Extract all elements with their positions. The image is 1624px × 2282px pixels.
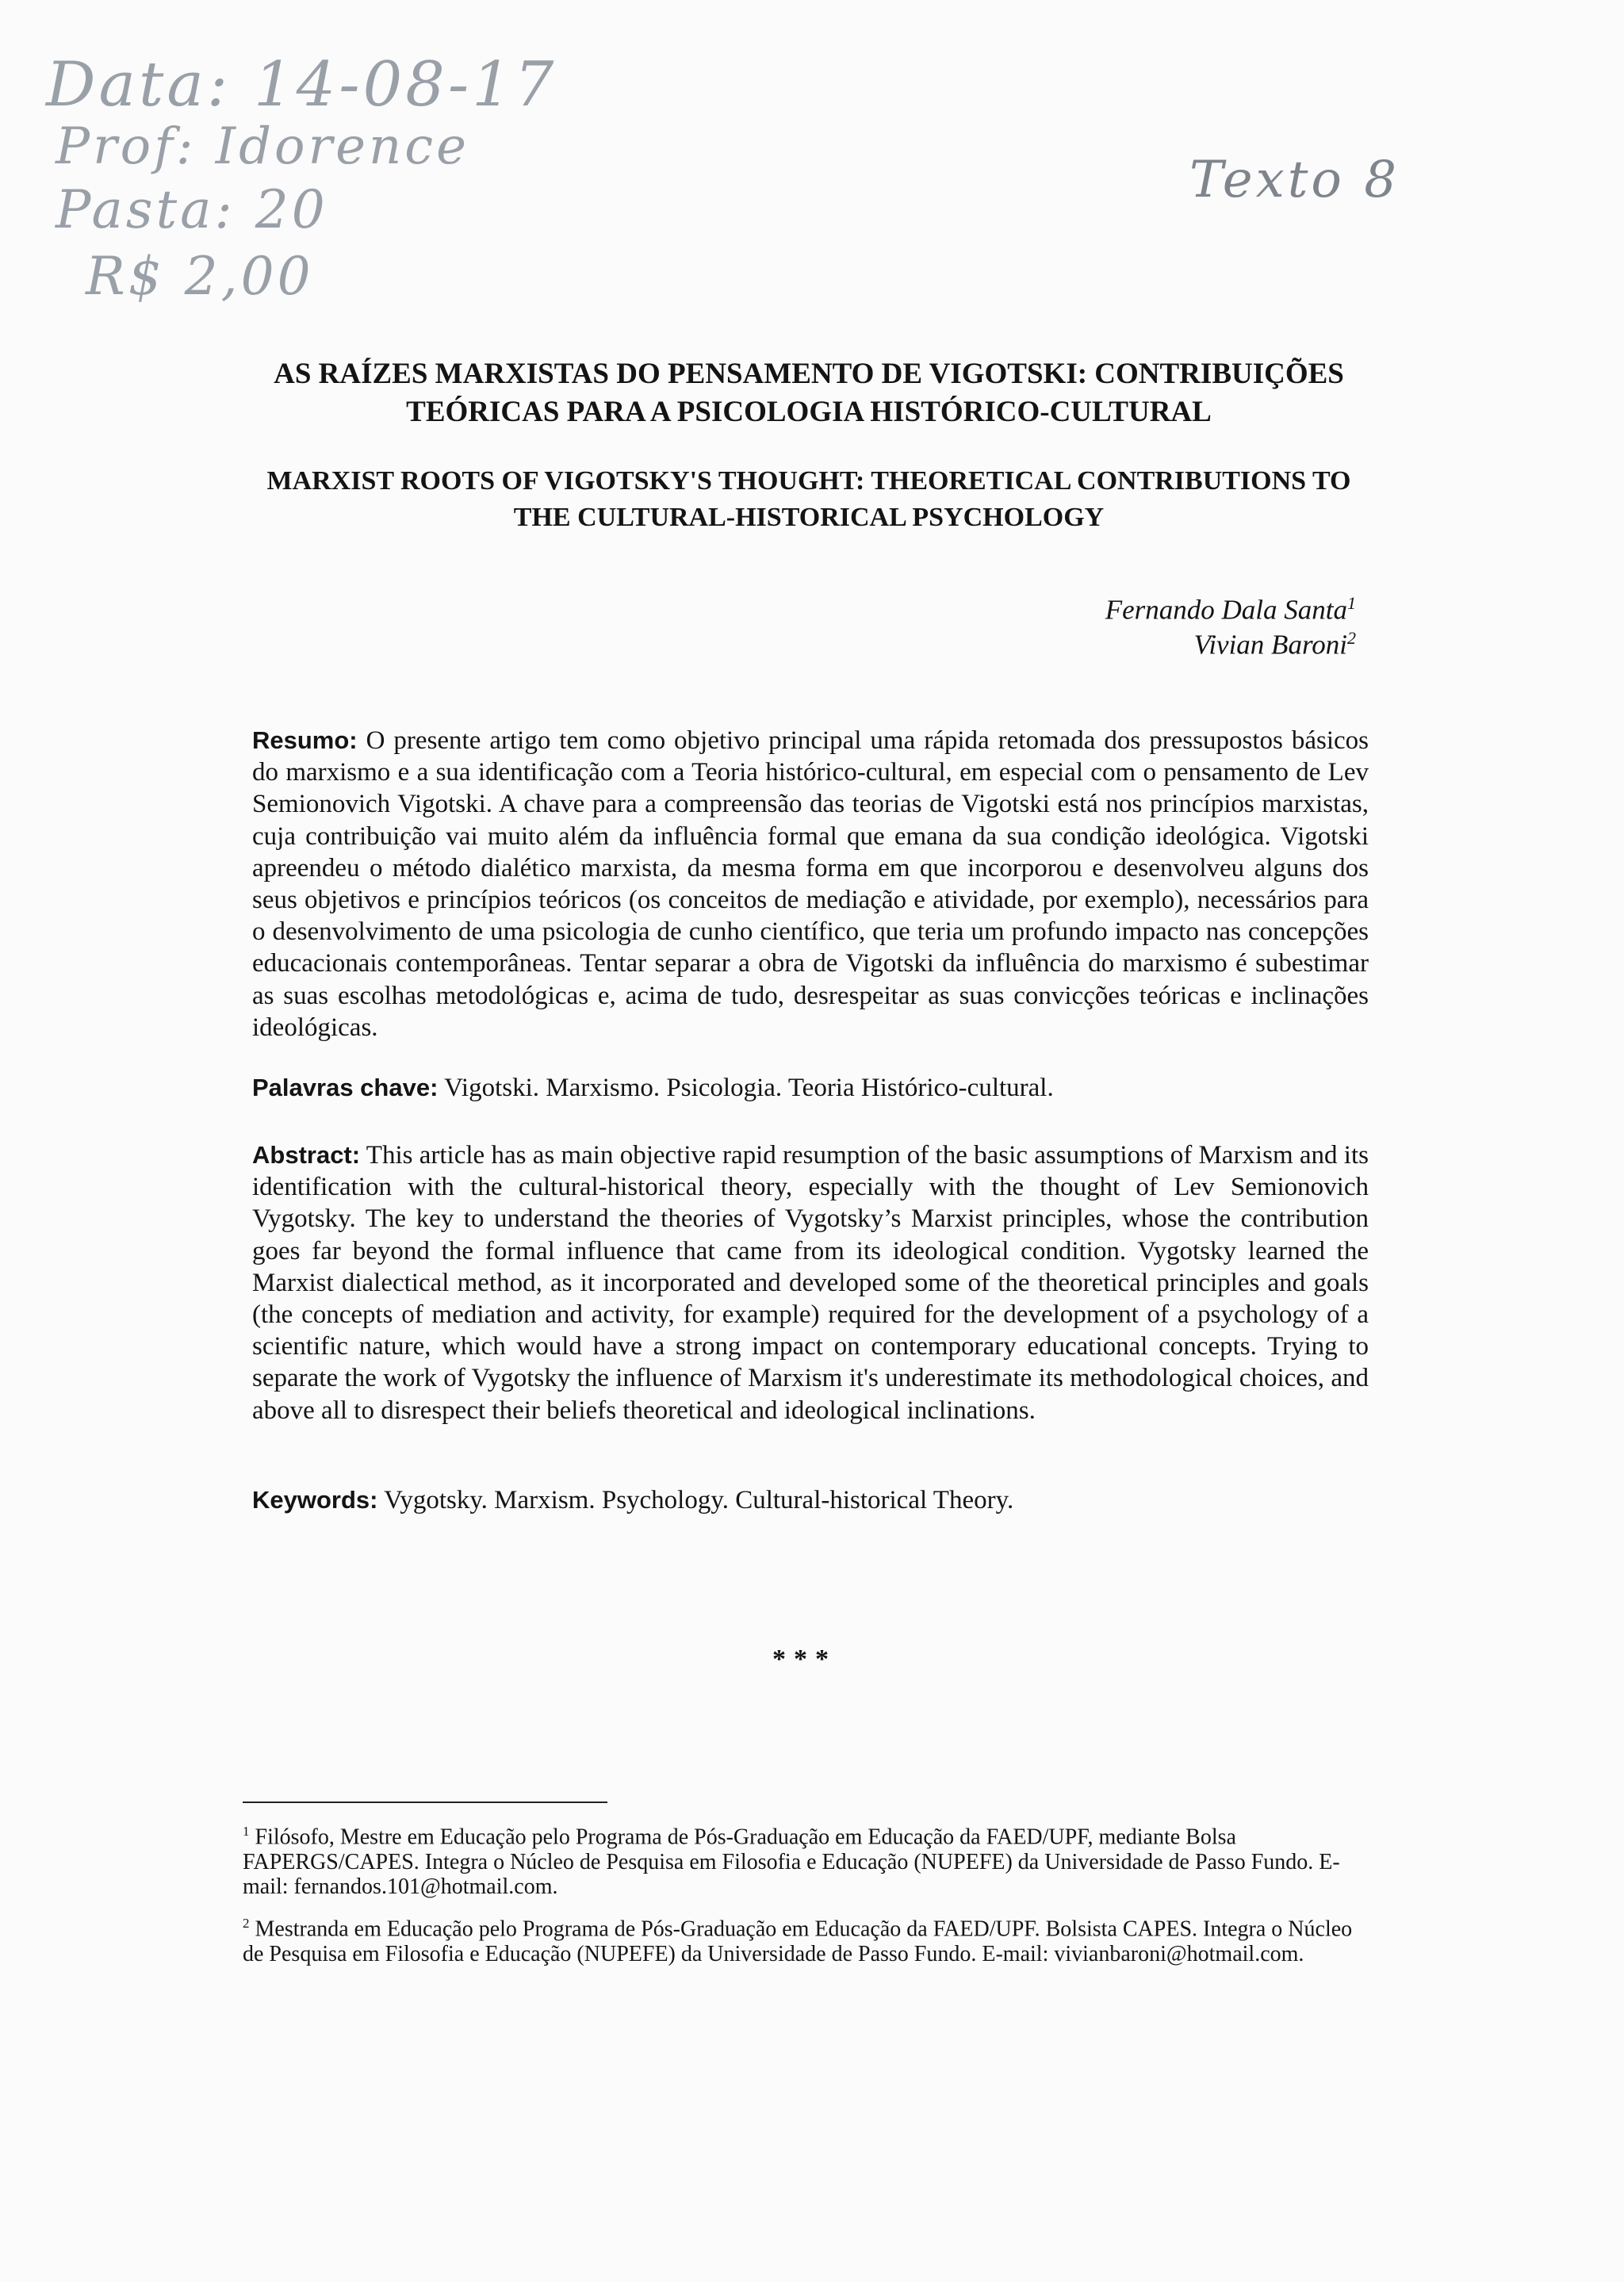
footnote-mark: 1 xyxy=(243,1824,250,1839)
author-name: Vivian Baroni xyxy=(1193,629,1347,660)
footnote-text: Mestranda em Educação pelo Programa de Pós-Graduação em Educação da FAED/UPF. Bolsista CAPES. Integra o Núcleo de Pesquisa em Filosofia e Educação (NUPEFE) da Universidade de Passo Fundo. E-mail: vivianbaroni@hotmail.com. xyxy=(243,1916,1353,1966)
resumo-paragraph xyxy=(252,725,1369,1043)
footnote-2 xyxy=(243,1911,1369,1966)
keywords-label: Keywords: xyxy=(252,1486,378,1514)
section-separator: *** xyxy=(772,1644,837,1674)
footnote-text: Filósofo, Mestre em Educação pelo Programa de Pós-Graduação em Educação da FAED/UPF, mediante Bolsa FAPERGS/CAPES. Integra o Núcleo de Pesquisa em Filosofia e Educação (NUPEFE) da Universidade de Passo Fundo. E-mail: fernandos.101@hotmail.com. xyxy=(243,1824,1340,1900)
footnote-mark: 2 xyxy=(243,1916,250,1931)
abstract-text: This article has as main objective rapid resumption of the basic assumptions of Marxism and its identification with the cultural-historical theory, especially with the thought of Lev Semionovich Vygotsky. The key to understand the theories of Vygotsky’s Marxist principles, whose the contribution goes far beyond the formal influence that came from its ideological condition. Vygotsky learned the Marxist dialectical method, as it incorporated and developed some of the theoretical principles and goals (the concepts of mediation and activity, for example) required for the development of a psychology of a scientific nature, which would have a strong impact on contemporary educational concepts. Trying to separate the work of Vygotsky the influence of Marxism it's underestimate its methodological choices, and above all to disrespect their beliefs theoretical and ideological inclinations. xyxy=(252,1141,1369,1425)
handwritten-date: Data: 14-08-17 xyxy=(46,49,557,121)
handwritten-prof: Prof: Idorence xyxy=(56,117,469,176)
keywords-text: Vygotsky. Marxism. Psychology. Cultural-historical Theory. xyxy=(384,1486,1014,1514)
abstract-label: Abstract: xyxy=(252,1141,361,1169)
footnote-rule xyxy=(243,1801,607,1803)
handwritten-pasta: Pasta: 20 xyxy=(56,179,328,240)
author-1 xyxy=(1105,593,1356,626)
palavras-chave-label: Palavras chave: xyxy=(252,1074,439,1101)
author-footnote-mark: 1 xyxy=(1347,593,1356,613)
handwritten-texto: Texto 8 xyxy=(1189,151,1400,209)
author-footnote-mark: 2 xyxy=(1347,628,1356,648)
resumo-text: O presente artigo tem como objetivo principal uma rápida retomada dos pressupostos básicos do marxismo e a sua identificação com a Teoria histórico-cultural, em especial com o pensamento de Lev Semionovich Vigotski. A chave para a compreensão das teorias de Vigotski está nos princípios marxistas, cuja contribuição vai muito além da influência formal que emana da sua condição ideológica. Vigotski apreendeu o método dialético marxista, da mesma forma em que incorporou e desenvolveu alguns dos seus objetivos e princípios teóricos (os conceitos de mediação e atividade, por exemplo), necessários para o desenvolvimento de uma psicologia de cunho científico, que teria um profundo impacto nas concepções educacionais contemporâneas. Tentar separar a obra de Vigotski da influência do marxismo é subestimar as suas escolhas metodológicas e, acima de tudo, desrespeitar as suas convicções teóricas e inclinações ideológicas. xyxy=(252,726,1369,1042)
keywords-paragraph xyxy=(252,1484,1369,1516)
abstract-paragraph xyxy=(252,1139,1369,1426)
palavras-chave-text: Vigotski. Marxismo. Psicologia. Teoria Histórico-cultural. xyxy=(444,1074,1054,1102)
handwritten-price: R$ 2,00 xyxy=(86,246,314,307)
footnote-1 xyxy=(243,1819,1369,1900)
author-name: Fernando Dala Santa xyxy=(1105,594,1347,626)
palavras-chave-paragraph xyxy=(252,1072,1369,1104)
author-2 xyxy=(1194,628,1356,661)
resumo-label: Resumo: xyxy=(252,726,358,754)
title-portuguese: AS RAÍZES MARXISTAS DO PENSAMENTO DE VIGOTSKI: CONTRIBUIÇÕES TEÓRICAS PARA A PSICOLOGIA HISTÓRICO-CULTURAL xyxy=(274,358,1344,428)
title-english: MARXIST ROOTS OF VIGOTSKY'S THOUGHT: THEORETICAL CONTRIBUTIONS TO THE CULTURAL-HISTORICAL PSYCHOLOGY xyxy=(266,466,1351,532)
